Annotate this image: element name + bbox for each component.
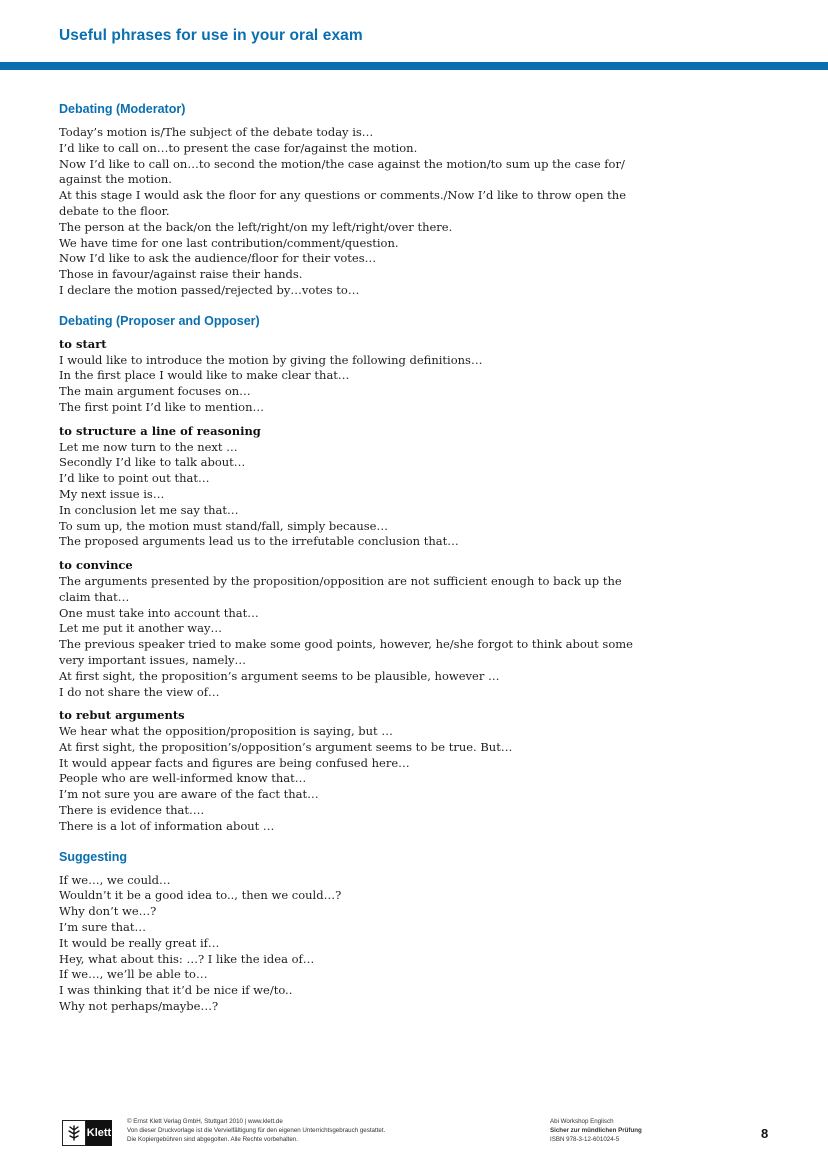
copyright-line: Die Kopiergebühren sind abgegolten. Alle Rechte vorbehalten.: [127, 1136, 298, 1143]
phrase-line: Now I’d like to ask the audience/floor for their votes…: [59, 251, 377, 266]
phrase-list: [59, 724, 779, 835]
phrase-line: At this stage I would ask the floor for any questions or comments./Now I’d like to throw open the: [59, 188, 626, 203]
logo-text: Klett: [86, 1120, 112, 1146]
subsection-heading: to rebut arguments: [59, 708, 185, 723]
phrase-line: I’m not sure you are aware of the fact that…: [59, 787, 319, 802]
section-suggesting: [59, 849, 779, 1015]
phrase-line: The proposed arguments lead us to the irrefutable conclusion that…: [59, 534, 459, 549]
phrase-list: [59, 125, 779, 299]
phrase-line: If we…, we could…: [59, 872, 171, 887]
phrase-line: In the first place I would like to make clear that…: [59, 368, 350, 383]
publication-isbn: ISBN 978-3-12-601024-5: [550, 1136, 620, 1143]
phrase-line: One must take into account that…: [59, 605, 259, 620]
phrase-line: Those in favour/against raise their hands.: [59, 267, 303, 282]
phrase-line: I declare the motion passed/rejected by…votes to…: [59, 282, 360, 297]
phrase-line: Wouldn’t it be a good idea to.., then we could…?: [59, 888, 342, 903]
phrase-line: I’d like to point out that…: [59, 471, 210, 486]
publication-title: Sicher zur mündlichen Prüfung: [550, 1127, 642, 1134]
phrase-line: If we…, we’ll be able to…: [59, 967, 208, 982]
phrase-list: [59, 873, 779, 1015]
phrase-line: There is a lot of information about …: [59, 818, 275, 833]
phrase-list: [59, 353, 779, 416]
phrase-line: Why don’t we…?: [59, 904, 157, 919]
subsection-group: [59, 337, 779, 835]
phrase-line: I was thinking that it’d be nice if we/to..: [59, 983, 293, 998]
phrase-line: I’m sure that…: [59, 920, 147, 935]
phrase-line: I do not share the view of…: [59, 684, 220, 699]
subsection-heading: to convince: [59, 558, 133, 573]
phrase-line: claim that…: [59, 589, 130, 604]
klett-logo: [62, 1120, 112, 1146]
phrase-line: The arguments presented by the proposition/opposition are not sufficient enough to back up the: [59, 573, 622, 588]
phrase-line: The previous speaker tried to make some good points, however, he/she forgot to think about some: [59, 637, 633, 652]
phrase-line: It would appear facts and figures are being confused here…: [59, 755, 410, 770]
phrase-line: against the motion.: [59, 172, 172, 187]
subsection-to-start: [59, 337, 779, 416]
page-footer: [0, 1112, 828, 1152]
phrase-line: Hey, what about this: …? I like the idea of…: [59, 951, 315, 966]
phrase-line: It would be really great if…: [59, 935, 220, 950]
phrase-line: In conclusion let me say that…: [59, 502, 239, 517]
section-debating-moderator: [59, 101, 779, 299]
phrase-line: People who are well-informed know that…: [59, 771, 307, 786]
phrase-line: There is evidence that….: [59, 803, 205, 818]
publication-series: Abi Workshop Englisch: [550, 1118, 614, 1125]
phrase-line: Let me put it another way…: [59, 621, 222, 636]
copyright-line: © Ernst Klett Verlag GmbH, Stuttgart 2010 | www.klett.de: [127, 1118, 283, 1125]
copyright-notice: [127, 1117, 385, 1144]
subsection-heading: to structure a line of reasoning: [59, 423, 261, 438]
page-title: Useful phrases for use in your oral exam: [59, 27, 363, 44]
phrase-line: We have time for one last contribution/comment/question.: [59, 235, 399, 250]
phrase-line: The first point I’d like to mention…: [59, 399, 264, 414]
phrase-line: Why not perhaps/maybe…?: [59, 999, 219, 1014]
phrase-line: The main argument focuses on…: [59, 384, 251, 399]
copyright-line: Von dieser Druckvorlage ist die Vervielfältigung für den eigenen Unterrichtsgebrauch gestattet.: [127, 1127, 386, 1134]
subsection-rebut-arguments: [59, 708, 779, 834]
subsection-to-convince: [59, 558, 779, 700]
phrase-line: My next issue is…: [59, 486, 165, 501]
phrase-line: At first sight, the proposition’s argument seems to be plausible, however …: [59, 668, 500, 683]
phrase-line: At first sight, the proposition’s/opposition’s argument seems to be true. But…: [59, 739, 513, 754]
phrase-line: Let me now turn to the next …: [59, 439, 238, 454]
section-debating-proposer-opposer: [59, 313, 779, 835]
page-number: 8: [761, 1126, 769, 1141]
section-heading: Debating (Moderator): [59, 102, 186, 116]
phrase-line: very important issues, namely…: [59, 652, 247, 667]
phrase-line: To sum up, the motion must stand/fall, simply because…: [59, 518, 388, 533]
phrase-line: Secondly I’d like to talk about…: [59, 455, 246, 470]
main-content: [59, 101, 779, 1029]
klett-tree-icon: [62, 1120, 86, 1146]
section-heading: Debating (Proposer and Opposer): [59, 313, 260, 328]
section-heading: Suggesting: [59, 849, 128, 864]
phrase-line: The person at the back/on the left/right/on my left/right/over there.: [59, 219, 453, 234]
subsection-structure-reasoning: [59, 424, 779, 550]
title-rule: [0, 62, 828, 70]
phrase-line: We hear what the opposition/proposition is saying, but …: [59, 724, 393, 739]
publication-info: [550, 1117, 642, 1144]
phrase-line: debate to the floor.: [59, 203, 170, 218]
phrase-line: Today’s motion is/The subject of the debate today is…: [59, 125, 374, 139]
phrase-line: I’d like to call on…to present the case for/against the motion.: [59, 140, 418, 155]
phrase-list: [59, 440, 779, 551]
phrase-line: I would like to introduce the motion by giving the following definitions…: [59, 352, 483, 367]
subsection-heading: to start: [59, 336, 107, 351]
phrase-list: [59, 574, 779, 700]
phrase-line: Now I’d like to call on…to second the motion/the case against the motion/to sum up the case for/: [59, 156, 625, 171]
